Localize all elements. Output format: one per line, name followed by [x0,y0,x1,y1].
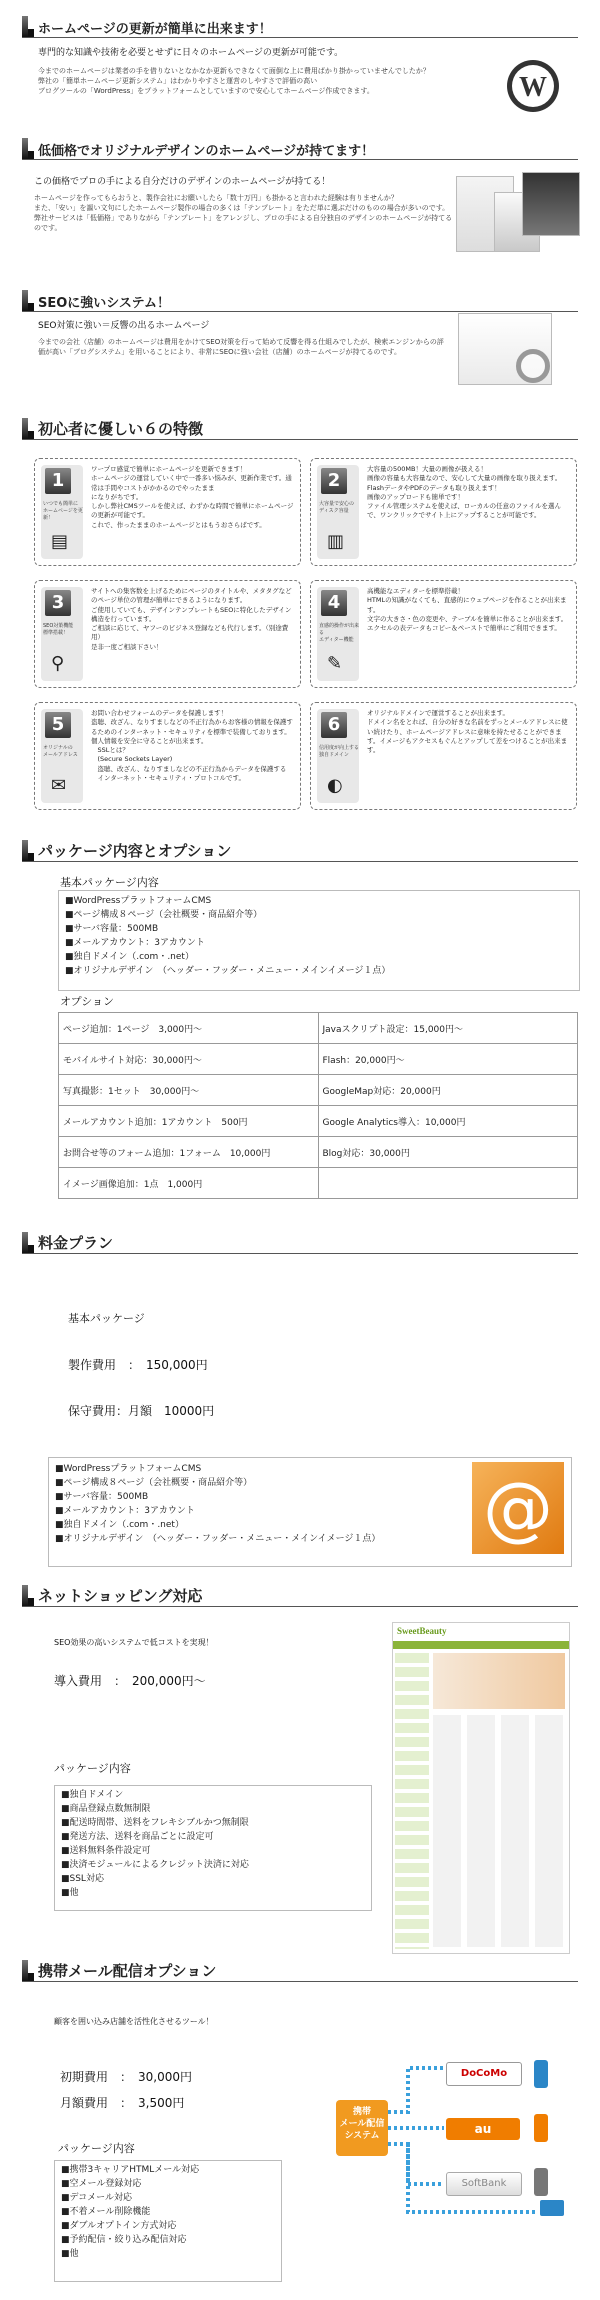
section-title: SEOに強いシステム！ [38,296,170,311]
mail-system-diagram [334,2060,584,2222]
s3-lead: SEO対策に強い＝反響の出るホームページ [38,321,210,331]
shop-banner [433,1653,565,1709]
mobile-phone-icon [534,2168,548,2196]
feature-number: 3 [45,590,71,616]
section-title: 携帯メール配信オプション [38,1962,217,1980]
option-row [59,1168,578,1199]
list-item: ■予約配信・絞り込み配信対応 [61,2235,187,2245]
option-cell [318,1168,578,1199]
mail-monthly-fee: 月額費用 ： 3,500円 [60,2096,185,2110]
option-row [59,1106,578,1137]
list-item: ■他 [61,1888,79,1898]
list-item: ■独自ドメイン（.com・.net） [65,952,194,962]
basic-package-list [58,890,580,991]
list-item: ■ダブルオプトイン方式対応 [61,2221,177,2231]
feature-card-5 [34,702,301,810]
option-row [59,1075,578,1106]
feature-text: ワープロ感覚で簡単にホームページを更新できます！ ホームページの運営していく中で一番多い悩みが、更新作業です。通常は手間やコストがかかるのでやったまま になりがちです。 しかし弊社CMSツールを使えば、わずかな時間で簡単にホームページの更新が可能です。 これで、作ったままのホームページとはもうおさらばです。 [91,465,294,529]
list-item: ■携帯3キャリアHTMLメール対応 [61,2165,200,2175]
section-header-mobile-mail [22,1960,578,1982]
option-cell: 写真撮影：1セット 30,000円〜 [59,1075,319,1106]
mail-icon: ✉ [51,775,67,796]
s2-body: ホームページを作ってもらおうと、製作会社にお願いしたら「数十万円」も掛かると言われた経験は有りませんか？ また、「安い」を謳い文句にしたホームページ製作の場合の多くは「テンプレート」をただ単に選ぶだけのものの場合が多いのです。 弊社サービスは「低価格」でありながら「テンプレート」をアレンジし、プロの手による自分独自のデザインのホームページが持てるのです。 [34,194,453,232]
section-title: パッケージ内容とオプション [38,842,232,860]
list-item: ■メールアカウント：3アカウント [65,938,205,948]
header-bar [22,1960,28,1981]
list-item: ■空メール登録対応 [61,2179,142,2189]
sample-thumb-3 [522,172,580,236]
list-item: ■他 [61,2249,79,2259]
option-cell: ページ追加：1ページ 3,000円〜 [59,1013,319,1044]
mail-lead: 顧客を囲い込み店舗を活性化させるツール！ [54,2017,214,2026]
section-header-package [22,840,578,862]
s3-body: 今までの会社（店舗）のホームページは費用をかけてSEO対策を行って始めて反響を得る仕組みでしたが、検索エンジンからの評価が高い「ブログシステム」を用いることにより、非常にSEOに強い会社（店舗）のホームページが持てるのです。 [38,338,444,356]
shop-introduction-fee: 導入費用 ： 200,000円〜 [54,1674,206,1688]
list-item: ■ページ構成８ページ（会社概要・商品紹介等） [55,1478,253,1488]
mobile-phone-icon [534,2114,548,2142]
list-item: ■発送方法、送料を商品ごとに設定可 [61,1832,214,1842]
shop-lead: SEO効果の高いシステムで低コストを実現！ [54,1638,214,1647]
option-cell: Flash：20,000円〜 [318,1044,578,1075]
s1-body: 今までのホームページは業者の手を借りないとなかなか更新もできなくて面倒な上に費用ばかり掛かっていませんでしたか？ 弊社の「簡単ホームページ更新システム」はわかりやすさと運営のしやすさで評価の高い ブログツールの「WordPress」をプラットフォームとしていますので安心してホームページ作成できます。 [38,67,430,95]
feature-side [317,709,359,803]
feature-card-3 [34,580,301,688]
option-table [58,1012,578,1199]
list-item: ■サーバ容量：500MB [55,1492,149,1502]
section-header-features [22,418,578,440]
section-header-design [22,138,578,160]
shop-package-label: パッケージ内容 [54,1762,131,1775]
header-bar [22,16,28,37]
server-icon: ▥ [327,531,345,552]
mobile-phone-icon [534,2060,548,2088]
feature-number: 5 [45,712,71,738]
s2-lead: この価格でプロの手による自分だけのデザインのホームページが持てる！ [34,177,331,187]
header-bar [22,1232,28,1253]
section-title: ホームページの更新が簡単に出来ます！ [38,22,272,37]
setup-fee: 製作費用 ： 150,000円 [68,1358,208,1372]
header-bar [22,418,28,439]
feature-number: 1 [45,468,71,494]
mail-package-label: パッケージ内容 [58,2142,135,2155]
list-item: ■WordPressプラットフォームCMS [65,896,212,906]
feature-number: 6 [321,712,347,738]
header-bar [22,1585,28,1606]
option-cell: イメージ画像追加：1点 1,000円 [59,1168,319,1199]
section-title: 料金プラン [38,1234,114,1252]
feature-number: 4 [321,590,347,616]
svg-text:@: @ [483,1467,553,1549]
list-item: ■オリジナルデザイン （ヘッダー・フッダー・メニュー・メインイメージ１点） [55,1534,381,1544]
list-item: ■不着メール削除機能 [61,2207,151,2217]
section-header-shopping [22,1585,578,1607]
list-item: ■決済モジュールによるクレジット決済に対応 [61,1860,249,1870]
list-item: ■ページ構成８ページ（会社概要・商品紹介等） [65,910,263,920]
feature-text: 大容量の500MB！大量の画像が扱える！ 画像の容量も大容量なので、安心して大量の画像を取り扱えます。 FlashデータやPDFのデータも取り扱えます！ 画像のアップロードも簡単です！ ファイル管理システムを使えば、ローカルの任意のファイルを選んで、ワンクリックでサイト上にアップすることが可能です。 [367,465,562,520]
shop-package-list [54,1785,372,1911]
list-item: ■オリジナルデザイン （ヘッダー・フッダー・メニュー・メインイメージ１点） [65,966,391,976]
section-header-update [22,16,578,38]
carrier-au-logo: au [446,2118,520,2140]
mail-package-list [54,2160,282,2282]
feature-side [41,587,83,681]
feature-caption: 信用度が向上する 独自ドメイン [319,745,360,758]
feature-text: お問い合わせフォームのデータを保護します！ 盗聴、改ざん、なりすましなどの不正行為からお客様の情報を保護するためのインターネット・セキュリティを標準で装備しております。 個人情報を安全に守ることが出来ます。 SSLとは？ (Secure Sockets Layer) 盗聴、改ざん、なりすましなどの不正行為からデータを保護する インターネット・セキュリティ・プロトコルです。 [91,709,293,783]
magnifier-icon [516,349,550,383]
list-item: ■サーバ容量：500MB [65,924,159,934]
shop-sidebar [395,1653,429,1949]
section-title: 低価格でオリジナルデザインのホームページが持てます！ [38,144,375,159]
section-header-seo [22,290,578,312]
header-bar [22,840,28,861]
list-item: ■SSL対応 [61,1874,104,1884]
option-row [59,1044,578,1075]
feature-text: オリジナルドメインで運営することが出来ます。 ドメイン名をとれば、自分の好きな名前をずっとメールアドレスに使い続けたり、ホームページアドレスに意味を持たせることができます。イメージもアクセスもぐんとアップして差をつけることが出来ます。 [367,709,568,755]
section-header-pricing [22,1232,578,1254]
option-cell: メールアカウント追加：1アカウント 500円 [59,1106,319,1137]
search-screenshot-image [458,313,562,393]
mail-system-box: 携帯 メール配信 システム [336,2100,388,2156]
list-item: ■商品登録点数無制限 [61,1804,151,1814]
list-item: ■配送時間帯、送料をフレキシブルかつ無制限 [61,1818,249,1828]
feature-caption: SEO対策機能 標準搭載！ [43,623,74,636]
list-item: ■独自ドメイン [61,1790,124,1800]
header-bar [22,290,28,311]
wordpress-logo [505,58,561,114]
pricing-package-label: 基本パッケージ [68,1312,145,1325]
search-icon: ⚲ [51,653,65,674]
list-item: ■デコメール対応 [61,2193,132,2203]
at-mark-icon [472,1462,564,1554]
svg-text:W: W [519,72,547,103]
list-item: ■メールアカウント：3アカウント [55,1506,195,1516]
feature-text: 高機能なエディターを標準搭載！ HTMLの知識がなくても、直感的にウェブページを作ることが出来ます。 文字の大きさ・色の変更や、テーブルを簡単に作ることが出来ます。 エクセルの表データもコピー＆ペーストで簡単にご利用できます。 [367,587,568,633]
feature-card-1 [34,458,301,566]
feature-text: サイトへの集客数を上げるためにページのタイトルや、メタタグなどのページ単位の管理が簡単にできるようになります。 ご使用していても、デザインテンプレートもSEOに特化したデザイン構造を行っています。 ご相談に応じて、ヤフーのビジネス登録なども代行します。（別途費用） 是非一度ご相談下さい！ [91,587,292,651]
feature-card-6 [310,702,577,810]
globe-icon: ◐ [327,775,343,796]
feature-side [317,587,359,681]
option-cell: GoogleMap対応：20,000円 [318,1075,578,1106]
option-cell: Blog対応：30,000円 [318,1137,578,1168]
shop-nav-bar [393,1641,569,1649]
list-item: ■送料無料条件設定可 [61,1846,151,1856]
option-cell: Javaスクリプト設定：15,000円〜 [318,1013,578,1044]
option-row [59,1137,578,1168]
shop-logo: SweetBeauty [397,1626,447,1636]
design-sample-images [456,172,578,254]
section-title: ネットショッピング対応 [38,1587,203,1605]
document-icon: ▤ [51,531,69,552]
section-title: 初心者に優しい６の特徴 [38,420,204,438]
list-item: ■WordPressプラットフォームCMS [55,1464,202,1474]
pen-icon: ✎ [327,653,343,674]
option-cell: お問合せ等のフォーム追加：1フォーム 10,000円 [59,1137,319,1168]
shop-screenshot [392,1622,570,1954]
option-cell: Google Analytics導入：10,000円 [318,1106,578,1137]
feature-caption: いつでも簡単に ホームページを更新！ [43,501,83,521]
option-cell: モバイルサイト対応：30,000円〜 [59,1044,319,1075]
feature-caption: オリジナルの メールアドレス [43,745,78,758]
computer-icon [540,2200,564,2216]
header-bar [22,138,28,159]
option-label: オプション [60,995,115,1008]
feature-side [41,709,83,803]
feature-number: 2 [321,468,347,494]
basic-package-label: 基本パッケージ内容 [60,876,159,889]
mail-initial-fee: 初期費用 ： 30,000円 [60,2070,192,2084]
feature-caption: 直感的操作が出来る エディター機能 [319,623,360,643]
feature-side [41,465,83,559]
feature-card-4 [310,580,577,688]
feature-caption: 大容量で安心の ディスク容量 [319,501,355,514]
s1-lead: 専門的な知識や技術を必要とせずに日々のホームページの更新が可能です。 [38,48,344,58]
maintenance-fee: 保守費用：月額 10000円 [68,1404,215,1418]
carrier-softbank-logo: SoftBank [446,2172,522,2196]
shop-product-grid [433,1715,565,1947]
carrier-docomo-logo: DoCoMo [446,2062,522,2086]
feature-side [317,465,359,559]
list-item: ■独自ドメイン（.com・.net） [55,1520,184,1530]
option-row [59,1013,578,1044]
feature-card-2 [310,458,577,566]
